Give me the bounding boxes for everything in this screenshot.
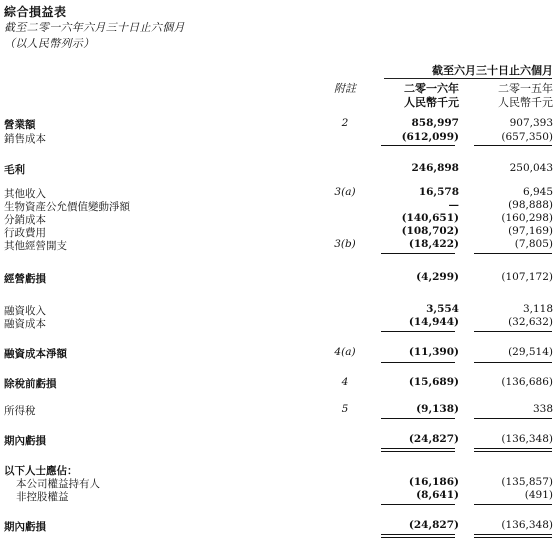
table-row xyxy=(0,225,557,238)
value-2015: (136,348) xyxy=(501,433,553,445)
subtotal-rule xyxy=(474,145,552,146)
value-2016: 246,898 xyxy=(411,162,459,174)
value-2015: (32,632) xyxy=(508,316,553,328)
value-2016: (14,944) xyxy=(408,316,459,328)
row-note: 3(a) xyxy=(334,186,356,198)
subtotal-rule xyxy=(474,331,552,332)
note-column-header: 附註 xyxy=(334,82,356,95)
value-2016: (24,827) xyxy=(408,519,459,531)
value-2015: (7,805) xyxy=(514,238,553,250)
value-2015: (136,686) xyxy=(501,376,553,388)
row-label: 其他收入 xyxy=(4,188,46,200)
subtotal-rule xyxy=(474,253,552,254)
row-note: 5 xyxy=(341,403,349,415)
row-label: 本公司權益持有人 xyxy=(16,478,100,490)
value-2016: (16,186) xyxy=(408,476,459,488)
table-row xyxy=(0,303,557,316)
total-double-rule xyxy=(474,448,552,452)
col-2015-year: 二零一五年 xyxy=(498,82,553,95)
row-label: 非控股權益 xyxy=(16,491,69,503)
table-row xyxy=(0,199,557,212)
value-2015: (491) xyxy=(524,489,553,501)
value-2016: (612,099) xyxy=(401,131,459,143)
table-row xyxy=(0,476,557,489)
table-row xyxy=(0,463,557,476)
currency-note: （以人民幣列示） xyxy=(4,37,95,50)
value-2015: (136,348) xyxy=(501,519,553,531)
col-2016-unit: 人民幣千元 xyxy=(404,96,459,109)
value-2015: 6,945 xyxy=(522,186,553,198)
value-2016: 3,554 xyxy=(426,303,459,315)
table-row xyxy=(0,238,557,251)
value-2016: (140,651) xyxy=(401,212,459,224)
row-note: 4 xyxy=(341,376,349,388)
row-label: 融資成本淨額 xyxy=(4,348,67,360)
value-2016: (108,702) xyxy=(401,225,459,237)
value-2016: 16,578 xyxy=(418,186,459,198)
subtotal-rule xyxy=(381,504,455,505)
value-2015: (657,350) xyxy=(501,131,553,143)
value-2016: — xyxy=(448,199,459,211)
table-row xyxy=(0,346,557,359)
value-2015: (160,298) xyxy=(501,212,553,224)
row-label: 期內虧損 xyxy=(4,435,46,447)
statement-title: 綜合損益表 xyxy=(4,5,67,19)
value-2015: 3,118 xyxy=(522,303,553,315)
statement-subtitle: 截至二零一六年六月三十日止六個月 xyxy=(4,21,185,34)
table-row xyxy=(0,186,557,199)
table-row xyxy=(0,403,557,416)
row-label: 分銷成本 xyxy=(4,214,46,226)
total-double-rule xyxy=(381,448,455,452)
table-row xyxy=(0,212,557,225)
value-2016: (9,138) xyxy=(416,403,459,415)
period-header: 截至六月三十日止六個月 xyxy=(432,64,553,77)
value-2015: 250,043 xyxy=(509,162,553,174)
subtotal-rule xyxy=(381,145,455,146)
table-row xyxy=(0,489,557,502)
table-row xyxy=(0,162,557,175)
table-row xyxy=(0,131,557,144)
value-2015: 907,393 xyxy=(509,117,553,129)
row-label: 營業額 xyxy=(4,119,36,131)
table-row xyxy=(0,117,557,130)
row-label: 以下人士應佔： xyxy=(4,465,78,477)
value-2016: (18,422) xyxy=(408,238,459,250)
subtotal-rule xyxy=(474,418,552,419)
table-row xyxy=(0,376,557,389)
value-2015: (97,169) xyxy=(508,225,553,237)
col-2015-unit: 人民幣千元 xyxy=(498,96,553,109)
row-label: 所得稅 xyxy=(4,405,36,417)
table-row xyxy=(0,433,557,446)
subtotal-rule xyxy=(381,418,455,419)
row-label: 行政費用 xyxy=(4,227,46,239)
row-label: 期內虧損 xyxy=(4,521,46,533)
row-note: 4(a) xyxy=(334,346,356,358)
value-2016: 858,997 xyxy=(411,117,459,129)
value-2015: 338 xyxy=(532,403,553,415)
value-2016: (15,689) xyxy=(408,376,459,388)
row-label: 其他經營開支 xyxy=(4,240,67,252)
value-2015: (107,172) xyxy=(501,271,553,283)
row-label: 融資成本 xyxy=(4,318,46,330)
col-2016-year: 二零一六年 xyxy=(404,82,459,95)
value-2015: (135,857) xyxy=(501,476,553,488)
subtotal-rule xyxy=(474,504,552,505)
row-label: 銷售成本 xyxy=(4,133,46,145)
row-label: 毛利 xyxy=(4,164,25,176)
value-2015: (29,514) xyxy=(508,346,553,358)
subtotal-rule xyxy=(381,331,455,332)
period-header-rule xyxy=(384,78,552,79)
value-2016: (4,299) xyxy=(416,271,459,283)
subtotal-rule xyxy=(474,362,552,363)
row-label: 除稅前虧損 xyxy=(4,378,57,390)
value-2016: (11,390) xyxy=(408,346,459,358)
table-row xyxy=(0,271,557,284)
table-row xyxy=(0,316,557,329)
value-2016: (24,827) xyxy=(408,433,459,445)
total-double-rule xyxy=(474,534,552,538)
row-note: 2 xyxy=(341,117,349,129)
value-2015: (98,888) xyxy=(508,199,553,211)
subtotal-rule xyxy=(381,253,455,254)
row-label: 生物資產公允價值變動淨額 xyxy=(4,201,130,213)
value-2016: (8,641) xyxy=(416,489,459,501)
total-double-rule xyxy=(381,534,455,538)
row-note: 3(b) xyxy=(334,238,356,250)
row-label: 經營虧損 xyxy=(4,273,46,285)
table-row xyxy=(0,519,557,532)
row-label: 融資收入 xyxy=(4,305,46,317)
subtotal-rule xyxy=(381,362,455,363)
